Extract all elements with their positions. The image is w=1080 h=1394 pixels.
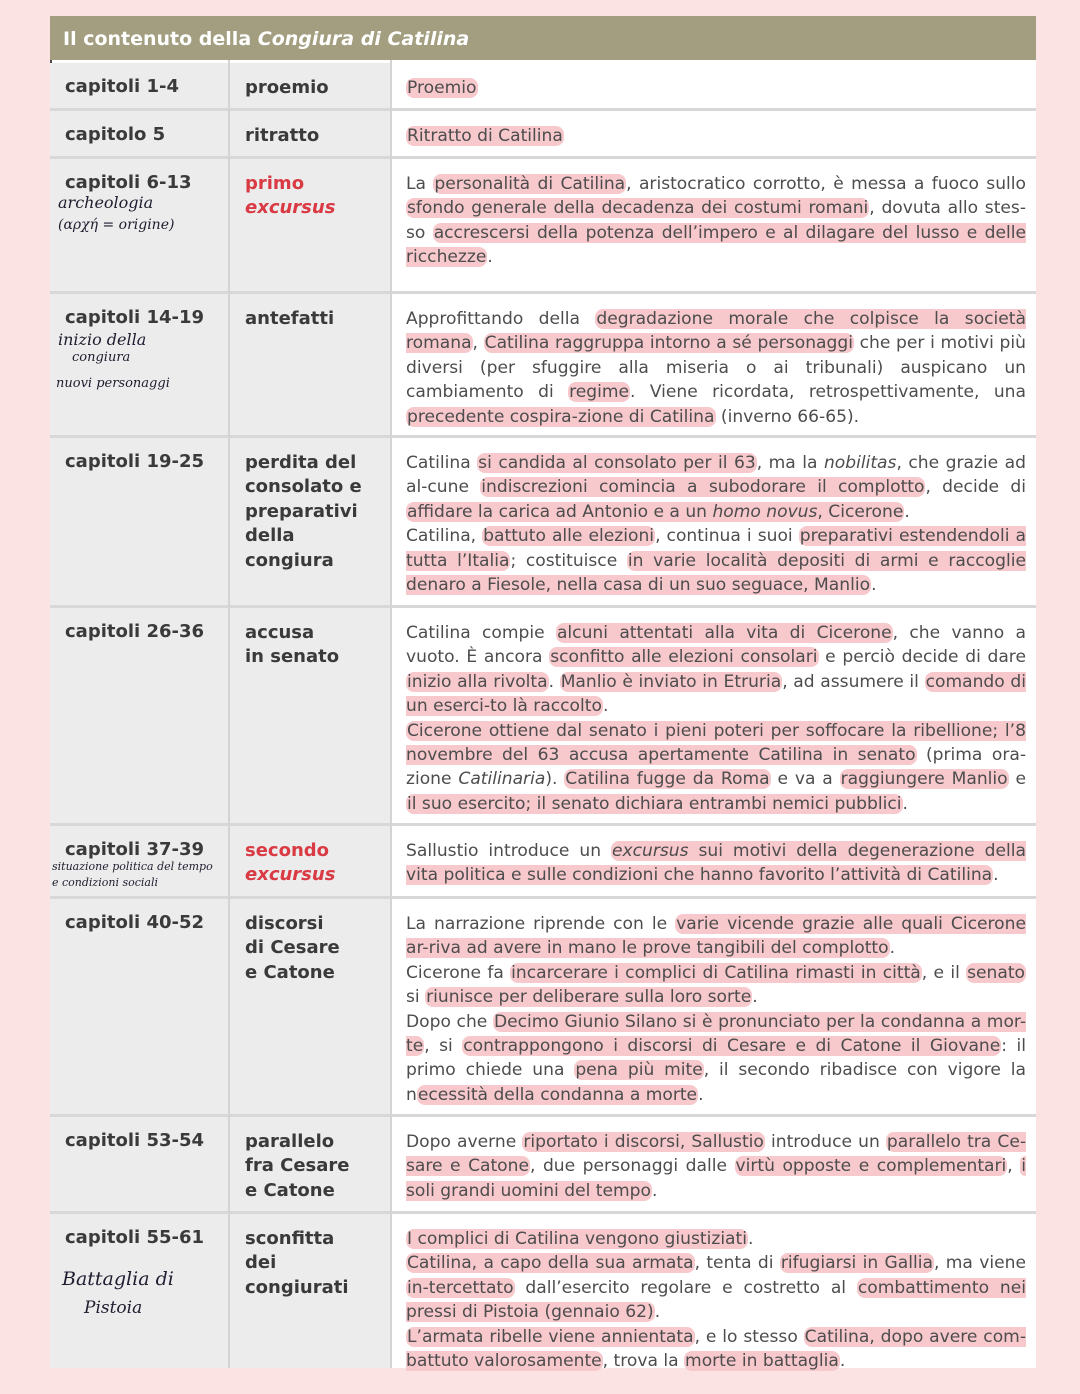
description-cell xyxy=(392,899,1036,1114)
chapters-label: capitoli 19-25 xyxy=(65,451,205,472)
chapters-label: capitoli 53-54 xyxy=(65,1130,205,1151)
description-text xyxy=(406,1130,1026,1203)
description-paragraph xyxy=(406,76,1026,100)
section-label-line: discorsi xyxy=(245,913,324,934)
highlight: Catilina, a capo della sua armata xyxy=(407,1253,694,1274)
chapters-label: capitoli 26-36 xyxy=(65,621,205,642)
title-work: Congiura di Catilina xyxy=(257,28,470,50)
chapters-cell xyxy=(50,1117,228,1211)
table-row xyxy=(50,899,1036,1114)
column-divider xyxy=(228,60,230,1368)
chapters-cell xyxy=(50,826,228,896)
section-label xyxy=(245,839,385,888)
section-label-line: e Catone xyxy=(245,961,335,983)
chapters-label: capitoli 55-61 xyxy=(65,1227,205,1248)
table-row xyxy=(50,438,1036,605)
section-label-line: excursus xyxy=(245,864,336,886)
description-paragraph: Catilina, a capo della sua armata, tenta di rifugiarsi in Gallia, ma viene in-tercettato dall’esercito regolare e costretto al combattimento nei pressi di Pistoia (gennaio 62). xyxy=(406,1253,1026,1323)
section-cell xyxy=(230,159,390,291)
highlight: degradazione morale che colpisce la società romana xyxy=(406,309,1026,354)
section-cell xyxy=(230,63,390,108)
section-label-line: preparativi xyxy=(245,500,358,522)
highlight: sconfitto alle elezioni consolari xyxy=(550,647,818,668)
description-text xyxy=(406,912,1026,1107)
section-label-line: primo xyxy=(245,173,305,194)
highlight: affidare la carica ad Antonio e a un homo novus, Cicerone xyxy=(407,501,904,522)
description-paragraph: Catilina, battuto alle elezioni, continua i suoi preparativi estendendoli a tutta l’Italia; costituisce in varie località depositi di armi e raccoglie denaro a Fiesole, nella casa di un suo seguace, Manlio. xyxy=(406,526,1026,596)
handwritten-note: Pistoia xyxy=(84,1298,143,1318)
chapters-cell xyxy=(50,294,228,435)
description-paragraph: Dopo averne riportato i discorsi, Sallustio introduce un parallelo tra Ce-sare e Catone, due personaggi dalle virtù opposte e complementari, i soli grandi uomini del tempo. xyxy=(406,1132,1027,1201)
highlight: inizio alla rivolta xyxy=(407,671,548,692)
description-cell xyxy=(392,294,1036,435)
highlight: excursus sui motivi della degenerazione della vita politica e sulle condizioni che hanno favorito l’attività di Catilina xyxy=(406,841,1026,886)
section-label-line: perdita del xyxy=(245,452,357,473)
content-table xyxy=(50,16,1036,1372)
section-label xyxy=(245,172,385,221)
highlight: rifugiarsi in Gallia xyxy=(780,1253,933,1274)
section-label xyxy=(245,912,385,985)
table-row xyxy=(50,63,1036,108)
handwritten-note: nuovi personaggi xyxy=(56,376,170,391)
section-label xyxy=(245,1130,385,1203)
highlight: in-tercettato xyxy=(407,1277,514,1298)
description-text xyxy=(406,124,1026,148)
table-row xyxy=(50,294,1036,435)
section-cell xyxy=(230,294,390,435)
description-cell xyxy=(392,826,1036,896)
highlight: regime xyxy=(569,382,630,403)
chapters-cell xyxy=(50,159,228,291)
section-label-line: accusa xyxy=(245,622,315,643)
handwritten-note: inizio della xyxy=(58,330,147,349)
section-label-line: e Catone xyxy=(245,1179,335,1201)
chapters-label: capitoli 14-19 xyxy=(65,307,205,328)
highlight: riportato i discorsi, Sallustio xyxy=(523,1132,764,1152)
highlight: comando di un eserci-to là raccolto xyxy=(406,671,1026,717)
description-text xyxy=(406,1227,1026,1373)
highlight: raggiungere Manlio xyxy=(840,769,1008,790)
description-paragraph: Sallustio introduce un excursus sui motivi della degenerazione della vita politica e sulle condizioni che hanno favorito l’attività di Catilina. xyxy=(406,841,1026,886)
chapters-cell xyxy=(50,63,228,108)
description-text xyxy=(406,621,1026,816)
table-row xyxy=(50,1117,1036,1211)
highlight: accrescersi della potenza dell’impero e al dilagare del lusso e delle ricchezze xyxy=(406,222,1026,268)
handwritten-note: e condizioni sociali xyxy=(52,876,159,889)
table-row xyxy=(50,608,1036,823)
highlight: sfondo generale della decadenza dei costumi romani xyxy=(407,198,869,219)
highlight: i soli grandi uomini del tempo xyxy=(406,1156,1026,1201)
highlight: I complici di Catilina vengono giustiziati xyxy=(407,1229,747,1249)
chapters-label: capitoli 37-39 xyxy=(65,839,205,860)
highlight: si candida al consolato per il 63 xyxy=(478,453,756,473)
highlight: in varie località depositi di armi e raccoglie denaro a Fiesole, nella casa di un suo seguace, Manlio xyxy=(406,550,1026,596)
highlight: Ritratto di Catilina xyxy=(407,126,563,146)
section-cell xyxy=(230,111,390,156)
section-label-line: secondo xyxy=(245,840,330,861)
highlight: L’armata ribelle viene annientata xyxy=(407,1326,694,1347)
description-paragraph: Approfittando della degradazione morale che colpisce la società romana, Catilina raggruppa intorno a sé personaggi che per i motivi più diversi (per sfuggire alla miseria o ai tribunali) auspicano un cambiamento di regime. Viene ricordata, retrospettivamente, una precedente cospira-zione di Catilina (inverno 66-65). xyxy=(406,309,1026,427)
description-paragraph: I complici di Catilina vengono giustiziati. xyxy=(407,1229,754,1249)
highlight: riunisce per deliberare sulla loro sorte xyxy=(426,987,752,1008)
description-paragraph: L’armata ribelle viene annientata, e lo stesso Catilina, dopo avere com-battuto valorosamente, trova la morte in battaglia. xyxy=(406,1326,1026,1372)
highlight: Manlio è inviato in Etruria xyxy=(560,671,782,692)
chapters-cell xyxy=(50,899,228,1114)
chapters-cell xyxy=(50,1214,228,1368)
table-row xyxy=(50,111,1036,156)
handwritten-note: situazione politica del tempo xyxy=(52,860,213,873)
description-text xyxy=(406,172,1026,270)
handwritten-note: (αρχή = origine) xyxy=(58,217,175,233)
highlight: incarcerare i complici di Catilina rimasti in città xyxy=(511,962,921,983)
highlight: parallelo tra Ce-sare e Catone xyxy=(406,1132,1027,1177)
description-cell xyxy=(392,438,1036,605)
highlight: Decimo Giunio Silano si è pronunciato per la condanna a mor-te xyxy=(406,1011,1027,1057)
highlight: pena più mite xyxy=(575,1060,703,1081)
section-label-line: della xyxy=(245,525,295,547)
description-text xyxy=(406,451,1026,597)
chapters-label: capitolo 5 xyxy=(65,124,166,145)
chapters-label: capitoli 40-52 xyxy=(65,912,205,933)
highlight: il suo esercito; il senato dichiara entrambi nemici pubblici xyxy=(407,793,902,814)
section-label-line: excursus xyxy=(245,197,336,219)
description-text xyxy=(406,839,1026,888)
section-label: antefatti xyxy=(245,308,335,329)
section-label-line: congiura xyxy=(245,549,334,571)
section-label-line: di Cesare xyxy=(245,937,340,959)
section-label-line: dei congiurati xyxy=(245,1252,349,1298)
description-cell xyxy=(392,1117,1036,1211)
description-paragraph: Dopo che Decimo Giunio Silano si è pronunciato per la condanna a mor-te, si contrappongono i discorsi di Cesare e di Catone il Giovane: il primo chiede una pena più mite, il secondo ribadisce con vigore la necessità della condanna a morte. xyxy=(406,1011,1027,1105)
highlight: Catilina fugge da Roma xyxy=(565,769,770,790)
section-label: ritratto xyxy=(245,125,320,146)
description-paragraph: La narrazione riprende con le varie vicende grazie alle quali Cicerone ar-riva ad avere in mano le prove tangibili del complotto. xyxy=(406,914,1026,959)
table-row xyxy=(50,159,1036,291)
highlight: Catilina, dopo avere com-battuto valorosamente xyxy=(406,1326,1026,1372)
section-label-line: sconfitta xyxy=(245,1228,335,1249)
highlight: preparativi estendendoli a tutta l’Italia xyxy=(406,526,1026,571)
highlight: combattimento nei pressi di Pistoia (gennaio 62) xyxy=(406,1277,1026,1323)
highlight: virtù opposte e complementari xyxy=(735,1156,1007,1177)
description-text xyxy=(406,307,1026,429)
section-label-line: fra Cesare xyxy=(245,1155,350,1177)
description-paragraph xyxy=(406,124,1026,148)
table-row xyxy=(50,826,1036,896)
highlight: senato xyxy=(967,962,1026,983)
handwritten-note: Battaglia di xyxy=(62,1268,174,1290)
section-cell xyxy=(230,608,390,823)
description-paragraph: Catilina compie alcuni attentati alla vita di Cicerone, che vanno a vuoto. È ancora sconfitto alle elezioni consolari e perciò decide di dare inizio alla rivolta. Manlio è inviato in Etruria, ad assumere il comando di un eserci-to là raccolto. xyxy=(406,623,1026,717)
description-text xyxy=(406,76,1026,100)
table-row xyxy=(50,1214,1036,1372)
section-label-line: in senato xyxy=(245,646,340,668)
section-label-line: consolato e xyxy=(245,476,362,498)
section-cell xyxy=(230,899,390,1114)
section-label xyxy=(245,1227,385,1300)
highlight: Catilina raggruppa intorno a sé personaggi xyxy=(484,333,853,354)
description-paragraph: La personalità di Catilina, aristocratico corrotto, è messa a fuoco sullo sfondo generale della decadenza dei costumi romani, dovuta allo stes-so accrescersi della potenza dell’impero e al dilagare del lusso e delle ricchezze. xyxy=(406,174,1026,268)
section-cell xyxy=(230,438,390,605)
highlight: alcuni attentati alla vita di Cicerone xyxy=(556,623,892,643)
chapters-cell xyxy=(50,608,228,823)
description-cell xyxy=(392,63,1036,108)
section-label-line: parallelo xyxy=(245,1131,335,1152)
description-cell xyxy=(392,159,1036,291)
section-cell xyxy=(230,1214,390,1368)
chapters-label: capitoli 1-4 xyxy=(65,76,179,97)
section-label: proemio xyxy=(245,77,329,98)
highlight: ecessità della condanna a morte xyxy=(417,1084,698,1105)
section-cell xyxy=(230,1117,390,1211)
chapters-label: capitoli 6-13 xyxy=(65,172,192,193)
handwritten-note: congiura xyxy=(72,350,131,365)
highlight: morte in battaglia xyxy=(685,1351,839,1372)
section-cell xyxy=(230,826,390,896)
highlight: Proemio xyxy=(407,78,477,98)
chapters-cell xyxy=(50,438,228,605)
highlight: personalità di Catilina xyxy=(434,174,626,194)
description-cell xyxy=(392,608,1036,823)
description-paragraph: Cicerone ottiene dal senato i pieni poteri per soffocare la ribellione; l’8 novembre del 63 accusa apertamente Catilina in senato (prima ora-zione Catilinaria). Catilina fugge da Roma e va a raggiungere Manlio e il suo esercito; il senato dichiara entrambi nemici pubblici. xyxy=(406,720,1027,814)
highlight: battuto alle elezioni xyxy=(483,526,655,547)
highlight: varie vicende grazie alle quali Cicerone ar-riva ad avere in mano le prove tangibili del complotto xyxy=(406,914,1026,959)
column-divider xyxy=(390,60,392,1368)
description-paragraph: Cicerone fa incarcerare i complici di Catilina rimasti in città, e il senato si riunisce per deliberare sulla loro sorte. xyxy=(406,962,1026,1008)
handwritten-note: archeologia xyxy=(58,193,154,212)
section-label xyxy=(245,621,385,670)
highlight: precedente cospira-zione di Catilina xyxy=(407,406,715,427)
title-prefix: Il contenuto della xyxy=(63,28,258,50)
description-cell xyxy=(392,111,1036,156)
description-cell xyxy=(392,1214,1036,1372)
description-paragraph: Catilina si candida al consolato per il 63, ma la nobilitas, che grazie ad al-cune indiscrezioni comincia a subodorare il complotto, decide di affidare la carica ad Antonio e a un homo novus, Cicerone. xyxy=(406,453,1027,522)
highlight: Cicerone ottiene dal senato i pieni poteri per soffocare la ribellione; l’8 novembre del 63 accusa apertamente Catilina in senato xyxy=(406,720,1026,766)
chapters-cell xyxy=(50,111,228,156)
highlight: contrappongono i discorsi di Cesare e di Catone il Giovane xyxy=(463,1036,1001,1057)
highlight: indiscrezioni comincia a subodorare il complotto xyxy=(481,477,925,498)
table-title xyxy=(50,16,1036,60)
section-label xyxy=(245,451,385,573)
